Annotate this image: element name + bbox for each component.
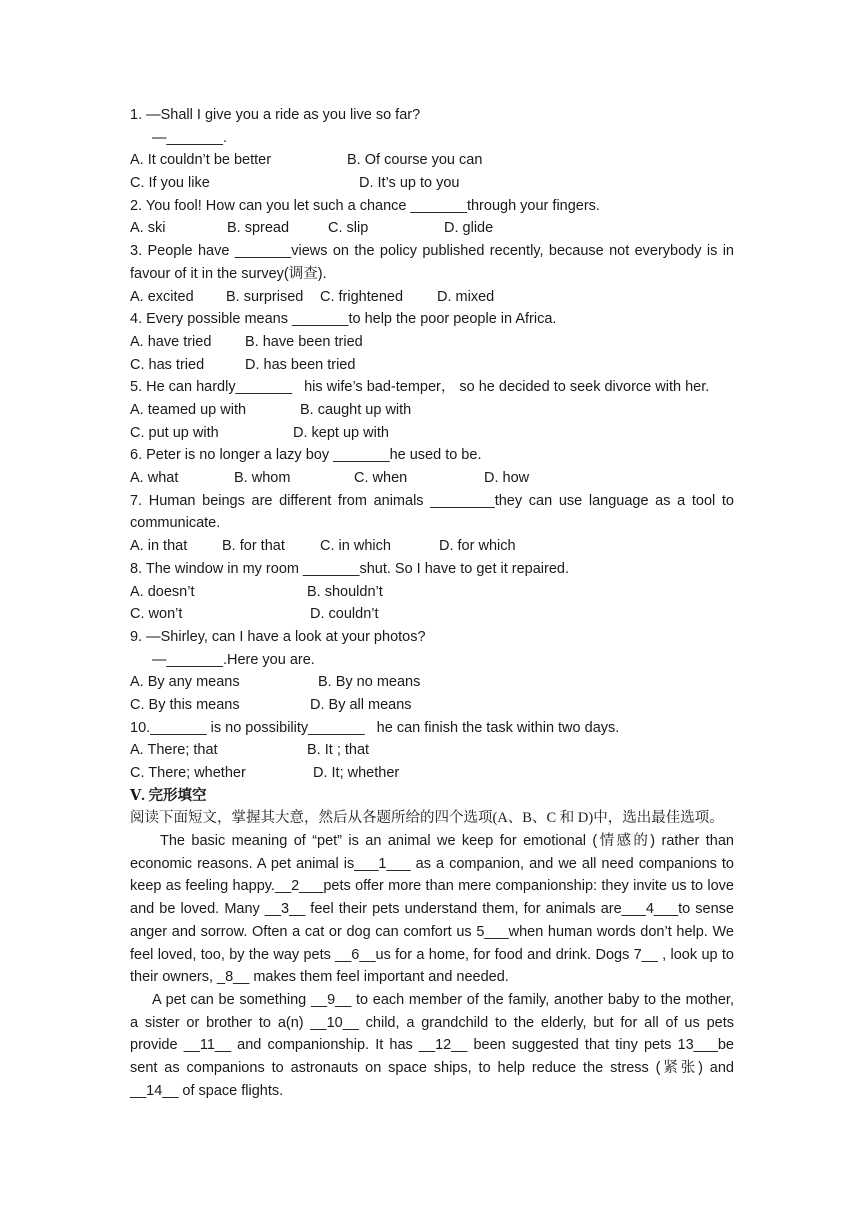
question-9-answer-line: —_______.Here you are. [152, 651, 315, 668]
option-c: C. has tried [130, 356, 205, 373]
question-10-options-row-1 [130, 739, 734, 762]
question-1-options-row-1 [130, 149, 734, 172]
question-7-stem: 7. Human beings are different from animals ________they can use language as a tool to communicate. [130, 492, 734, 532]
question-2-options [130, 217, 734, 240]
option-b: B. for that [222, 538, 285, 555]
question-2-stem: 2. You fool! How can you let such a chance _______through your fingers. [130, 197, 600, 214]
option-b: B. spread [227, 220, 290, 237]
option-a: A. excited [130, 288, 194, 305]
option-a: A. By any means [130, 674, 240, 691]
option-c: C. put up with [130, 424, 219, 441]
option-d: D. couldn’t [310, 606, 379, 623]
question-9-options-row-1 [130, 671, 734, 694]
cloze-paragraph-1: The basic meaning of “pet” is an animal we keep for emotional (情感的) rather than economic reasons. A pet animal is___1___ as a companion, and we all need companions to keep as feeling happy.__2___pets offer more than mere companionship: they invite us to love and be loved. Many __3__ feel their pets understand them, for animals are___4___to sense anger and sorrow. Often a cat or dog can comfort us 5___when human words don’t help. We feel loved, too, by the way pets __6__us for a home, for food and drink. Dogs 7__ , look up to their owners, _8__ makes them feel important and needed. [130, 833, 734, 986]
option-d: D. It’s up to you [359, 175, 460, 192]
option-d: D. glide [444, 220, 494, 237]
option-d: D. for which [439, 538, 516, 555]
option-a: A. in that [130, 538, 188, 555]
question-10-options-row-2 [130, 762, 734, 785]
question-8-stem: 8. The window in my room _______shut. So I have to get it repaired. [130, 560, 570, 577]
option-a: A. doesn’t [130, 583, 195, 600]
option-a: A. what [130, 470, 179, 487]
option-a: A. There; that [130, 742, 218, 759]
section-heading: Ⅴ. 完形填空 [130, 787, 207, 804]
document-page [130, 104, 734, 1103]
question-9-options-row-2 [130, 694, 734, 717]
option-d: D. It; whether [313, 765, 400, 781]
option-b: B. have been tried [245, 333, 363, 350]
question-8-options-row-1 [130, 581, 734, 604]
option-d: D. By all means [310, 696, 412, 713]
option-d: D. has been tried [245, 356, 356, 373]
question-4-options-row-2 [130, 354, 734, 377]
question-4-options-row-1 [130, 331, 734, 354]
option-c: C. won’t [130, 606, 183, 623]
question-3-options [130, 286, 734, 309]
question-5-options-row-1 [130, 399, 734, 422]
option-b: B. whom [234, 470, 291, 487]
question-8-options-row-2 [130, 603, 734, 626]
question-7-options [130, 535, 734, 558]
option-b: B. shouldn’t [307, 583, 383, 600]
cloze-paragraph-2: A pet can be something __9__ to each member of the family, another baby to the mother, a sister or brother to a(n) __10__ child, a grandchild to the elderly, but for all of us pets provide __11__ and companionship. It has __12__ been suggested that tiny pets 13___be sent as companions to astronauts on space ships, to help reduce the stress (紧张) and __14__ of space flights. [130, 991, 734, 1099]
question-1-stem: 1. —Shall I give you a ride as you live so far? [130, 107, 421, 123]
question-5-stem: 5. He can hardly_______ his wife’s bad-temper， so he decided to seek divorce with her. [130, 379, 710, 396]
question-1-answer-line: —_______. [152, 129, 227, 146]
question-4-stem: 4. Every possible means _______to help the poor people in Africa. [130, 311, 557, 328]
option-a: A. It couldn’t be better [130, 152, 272, 169]
question-1-options-row-2 [130, 172, 734, 195]
question-3-stem: 3. People have _______views on the policy published recently, because not everybody is in favour of it in the survey(调查). [130, 243, 734, 282]
option-c: C. when [354, 470, 408, 487]
option-c: C. There; whether [130, 765, 246, 781]
option-b: B. caught up with [300, 401, 412, 418]
option-d: D. mixed [437, 288, 495, 305]
option-c: C. frightened [320, 288, 404, 305]
option-c: C. If you like [130, 175, 210, 192]
option-b: B. Of course you can [347, 152, 483, 169]
option-b: B. By no means [318, 674, 421, 691]
option-c: C. in which [320, 538, 391, 555]
option-c: C. slip [328, 220, 369, 237]
question-10-stem: 10._______ is no possibility_______ he can finish the task within two days. [130, 719, 620, 736]
option-d: D. how [484, 470, 530, 487]
option-a: A. ski [130, 220, 166, 237]
question-5-options-row-2 [130, 422, 734, 445]
question-6-options [130, 467, 734, 490]
option-b: B. It ; that [307, 742, 370, 759]
option-d: D. kept up with [293, 424, 389, 441]
option-b: B. surprised [226, 288, 304, 305]
option-c: C. By this means [130, 696, 240, 713]
question-9-stem: 9. —Shirley, can I have a look at your photos? [130, 628, 426, 645]
option-a: A. have tried [130, 333, 212, 350]
section-instruction: 阅读下面短文，掌握其大意，然后从各题所给的四个选项(A、B、C 和 D)中，选出最佳选项。 [130, 810, 724, 827]
option-a: A. teamed up with [130, 401, 247, 418]
question-6-stem: 6. Peter is no longer a lazy boy _______he used to be. [130, 447, 482, 464]
